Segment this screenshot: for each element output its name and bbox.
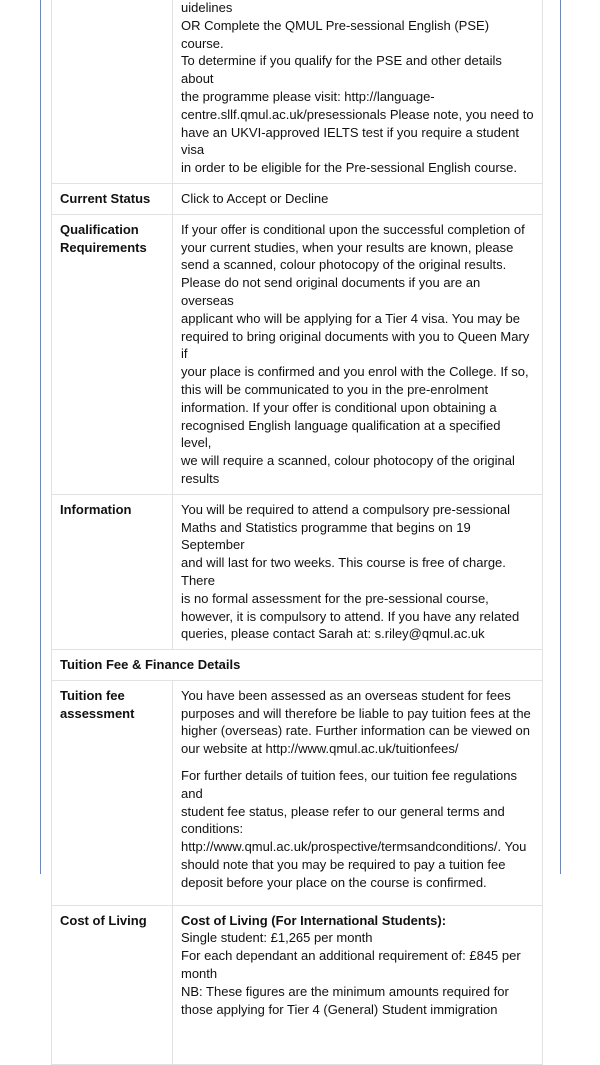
qualification-line: your current studies, when your results are known, please xyxy=(181,239,514,255)
tuition-fee-line: You have been assessed as an overseas student for fees xyxy=(181,687,511,703)
information-line: and will last for two weeks. This course is free of charge. There xyxy=(181,555,506,588)
qualification-line: we will require a scanned, colour photocopy of the original xyxy=(181,453,515,469)
qualification-value xyxy=(173,214,543,494)
information-line: You will be required to attend a compulsory pre-sessional xyxy=(181,501,511,517)
tuition-fee-value xyxy=(173,680,543,905)
cost-of-living-row xyxy=(52,905,543,1065)
accept-decline-link[interactable]: Click to Accept or Decline xyxy=(181,190,329,206)
tuition-fee-row xyxy=(52,680,543,905)
qualification-line: your place is confirmed and you enrol with the College. If so, xyxy=(181,364,529,380)
tuition-fee-line: student fee status, please refer to our general terms and xyxy=(181,803,505,819)
cost-of-living-label: Cost of Living xyxy=(52,905,173,1065)
english-requirement-label-cell xyxy=(52,0,173,183)
offer-details-table xyxy=(51,0,543,1065)
tuition-fee-line: our website at http://www.qmul.ac.uk/tuitionfees/ xyxy=(181,741,459,757)
tuition-fee-paragraph-1 xyxy=(181,687,534,758)
qualification-line: this will be communicated to you in the pre-enrolment xyxy=(181,381,489,397)
cost-of-living-line: those applying for Tier 4 (General) Student immigration xyxy=(181,1001,498,1017)
page-frame-left-border xyxy=(40,0,41,874)
tuition-fee-line: higher (overseas) rate. Further information can be viewed on xyxy=(181,723,531,739)
information-label: Information xyxy=(52,494,173,649)
qualification-line: results xyxy=(181,470,220,486)
tuition-fee-line: For further details of tuition fees, our tuition fee regulations and xyxy=(181,768,518,801)
information-line: is no formal assessment for the pre-sessional course, xyxy=(181,590,489,606)
tuition-fee-line: conditions: xyxy=(181,821,244,837)
qualification-line: information. If your offer is conditional upon obtaining a xyxy=(181,399,497,415)
english-line: centre.sllf.qmul.ac.uk/presessionals Please note, you need to xyxy=(181,106,534,122)
qualification-row xyxy=(52,214,543,494)
english-line: uidelines xyxy=(181,0,233,15)
english-line: in order to be eligible for the Pre-sessional English course. xyxy=(181,160,518,176)
cost-of-living-line: For each dependant an additional requirement of: £845 per xyxy=(181,948,521,964)
current-status-row xyxy=(52,183,543,214)
information-row xyxy=(52,494,543,649)
qualification-line: recognised English language qualification at a specified level, xyxy=(181,417,501,451)
english-line: OR Complete the QMUL Pre-sessional English (PSE) course. xyxy=(181,17,490,51)
qualification-line: If your offer is conditional upon the successful completion of xyxy=(181,221,525,237)
information-line: queries, please contact Sarah at: s.riley@qmul.ac.uk xyxy=(181,626,485,642)
tuition-fee-paragraph-2 xyxy=(181,767,534,892)
tuition-section-row xyxy=(52,650,543,681)
tuition-fee-label-line: Tuition fee xyxy=(60,687,125,703)
cost-of-living-line: NB: These figures are the minimum amounts required for xyxy=(181,983,509,999)
cost-of-living-value xyxy=(173,905,543,1065)
page-frame-right-border xyxy=(560,0,561,874)
cost-of-living-spacer xyxy=(181,1018,534,1058)
qualification-line: applicant who will be applying for a Tier 4 visa. You may be xyxy=(181,310,520,326)
tuition-fee-line: should note that you may be required to pay a tuition fee xyxy=(181,857,506,873)
information-line: however, it is compulsory to attend. If you have any related xyxy=(181,608,520,624)
current-status-value[interactable] xyxy=(173,183,543,214)
english-line: the programme please visit: http://language- xyxy=(181,88,435,104)
qualification-label-line: Requirements xyxy=(60,239,147,255)
information-value xyxy=(173,494,543,649)
english-line: To determine if you qualify for the PSE and other details about xyxy=(181,53,502,87)
tuition-fee-line: deposit before your place on the course is confirmed. xyxy=(181,874,487,890)
english-requirement-value xyxy=(173,0,543,183)
qualification-label xyxy=(52,214,173,494)
qualification-line: Please do not send original documents if you are an overseas xyxy=(181,275,481,308)
tuition-fee-spacer xyxy=(181,892,534,899)
qualification-line: required to bring original documents with you to Queen Mary if xyxy=(181,328,530,362)
tuition-fee-line: http://www.qmul.ac.uk/prospective/termsandconditions/. You xyxy=(181,839,527,855)
tuition-fee-line: purposes and will therefore be liable to pay tuition fees at the xyxy=(181,705,531,721)
english-line: have an UKVI-approved IELTS test if you require a student visa xyxy=(181,124,519,158)
current-status-label: Current Status xyxy=(52,183,173,214)
qualification-label-line: Qualification xyxy=(60,221,139,237)
cost-of-living-line: month xyxy=(181,966,218,982)
tuition-fee-label-line: assessment xyxy=(60,705,135,721)
english-requirement-row xyxy=(52,0,543,183)
cost-of-living-line: Single student: £1,265 per month xyxy=(181,930,373,946)
information-line: Maths and Statistics programme that begins on 19 September xyxy=(181,519,471,553)
qualification-line: send a scanned, colour photocopy of the original results. xyxy=(181,257,507,273)
tuition-section-heading: Tuition Fee & Finance Details xyxy=(52,650,543,681)
tuition-fee-label xyxy=(52,680,173,905)
cost-of-living-heading: Cost of Living (For International Students): xyxy=(181,912,447,928)
